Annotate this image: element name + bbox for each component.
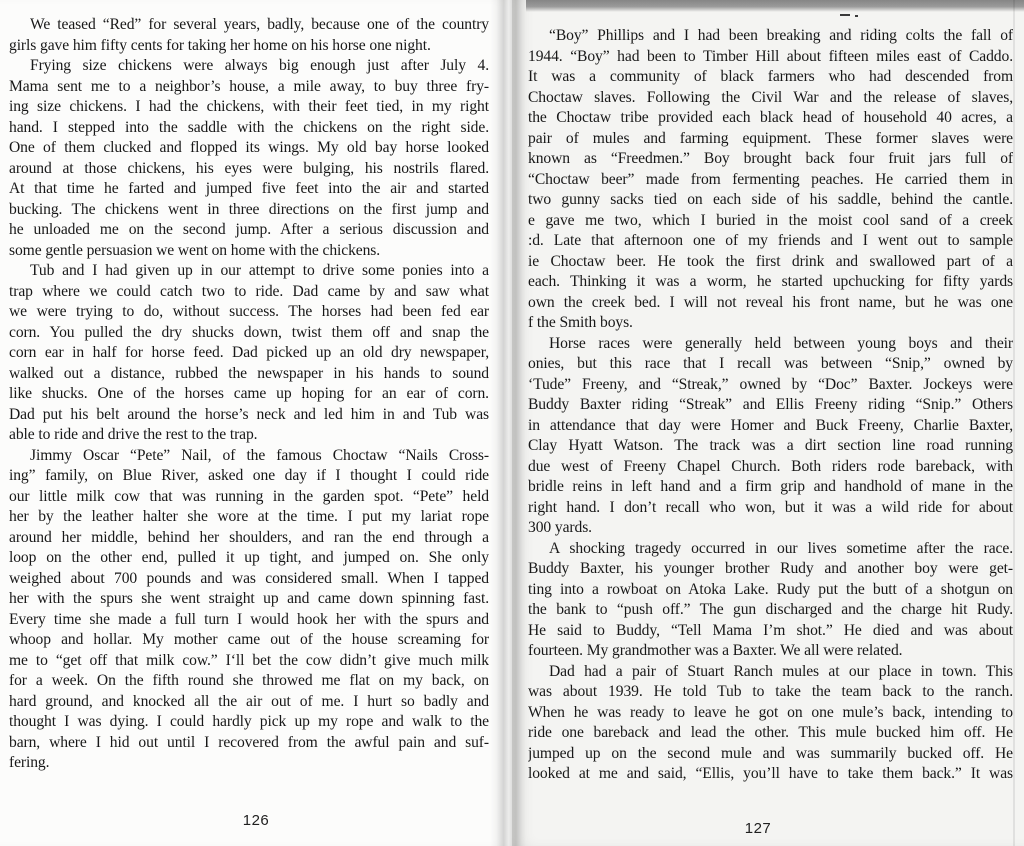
text-line: Buddy Baxter riding “Streak” and Ellis Freeny riding “Snip.” Others <box>528 396 1013 413</box>
text-line: ie Choctaw beer. He took the first drink and swallowed part of a <box>528 252 1013 270</box>
text-line: we were trying to do, without success. The horses had been fed ear <box>9 303 489 320</box>
page-edge-line <box>1013 0 1015 846</box>
scan-artifact-dot <box>855 15 858 17</box>
text-line: due west of Freeny Chapel Church. Both riders rode bareback, with <box>528 457 1013 475</box>
text-line: each. Thinking it was a worm, he started upchucking for fifty yards <box>528 273 1013 290</box>
text-line: fourteen. My grandmother was a Baxter. We all were related. <box>528 642 903 659</box>
text-line: around at those chickens, his eyes were bulging, his nostrils flared. <box>9 159 489 177</box>
text-line: the Choctaw tribe provided each black head of household 40 acres, a <box>528 109 1013 126</box>
text-line: corn. You pulled the dry shucks down, twist them off and snap the <box>9 323 489 341</box>
text-line: ting into a rowboat on Atoka Lake. Rudy put the butt of a shotgun on <box>528 580 1013 598</box>
paragraph <box>9 446 489 774</box>
text-line: was about 1939. He told Tub to take the team back to the ranch. <box>528 683 1013 700</box>
text-line: ing” family, on Blue River, asked one day if I thought I could ride <box>9 467 489 484</box>
text-line: f the Smith boys. <box>528 314 633 331</box>
text-line: Every time she made a full turn I would hook her with the spurs and <box>9 610 489 628</box>
text-line: ing size chickens. I had the chickens, with their feet tied, in my right <box>9 98 489 115</box>
text-line: Buddy Baxter, his younger brother Rudy and another boy were get- <box>528 560 1013 577</box>
text-line: looked at me and said, “Ellis, you’ll have to take them back.” It was <box>528 765 1013 782</box>
text-line: me to “get off that milk cow.” I‘ll bet the cow didn’t give much milk <box>9 651 489 669</box>
text-line: Choctaw slaves. Following the Civil War and the release of slaves, <box>528 88 1013 106</box>
text-line: :d. Late that afternoon one of my friends and I went out to sample <box>528 232 1013 249</box>
text-line: own the creek bed. I will not reveal his front name, but he was one <box>528 293 1013 311</box>
text-line: whoop and hollar. My mother came out of the house screaming for <box>9 631 489 648</box>
paragraph <box>528 539 1013 662</box>
text-line: It was a community of black farmers who had descended from <box>528 68 1013 85</box>
text-line: her by the leather halter she wore at the time. I put my lariat rope <box>9 508 489 525</box>
text-line: A shocking tragedy occurred in our lives sometime after the race. <box>549 539 1013 557</box>
text-line: known as “Freedmen.” Boy brought back four fruit jars full of <box>528 150 1013 167</box>
text-line: At that time he farted and jumped five feet into the air and started <box>9 180 489 197</box>
paragraph <box>528 26 1013 334</box>
text-line: We teased “Red” for several years, badly, because one of the country <box>30 16 489 33</box>
text-line: weighed about 700 pounds and was considered small. When I tapped <box>9 569 489 587</box>
scan-artifact-dash <box>840 14 850 16</box>
text-line: Horse races were generally held between young boys and their <box>549 334 1013 352</box>
text-line: thought I was dying. I could hardly pick up my rope and walk to the <box>9 713 489 730</box>
paragraph <box>9 56 489 261</box>
text-line: hand. I stepped into the saddle with the chickens on the right side. <box>9 118 489 136</box>
text-line: hard ground, and knocked all the air out of me. I hurt so badly and <box>9 692 489 710</box>
text-line: onies, but this race that I recall was between “Snip,” owned by <box>528 355 1013 372</box>
text-line: in attendance that day were Homer and Buck Freeny, Charlie Baxter, <box>528 416 1013 434</box>
text-line: “Boy” Phillips and I had been breaking and riding colts the fall of <box>549 27 1013 44</box>
text-line: He said to Buddy, “Tell Mama I’m shot.” He died and was about <box>528 621 1013 639</box>
text-line: some gentle persuasion we went on home with the chickens. <box>9 241 381 259</box>
text-line: girls gave him fifty cents for taking her home on his horse one night. <box>9 36 431 54</box>
text-line: One of them clucked and flopped its wings. My old bay horse looked <box>9 139 489 156</box>
text-line: “Choctaw beer” made from fermenting peaches. He carried them in <box>528 170 1013 188</box>
paragraph <box>9 261 489 446</box>
text-line: bridle reins in left hand and a firm grip and handhold of mane in the <box>528 478 1013 495</box>
page-text <box>528 26 1013 785</box>
text-line: Clay Hyatt Watson. The track was a dirt section line road running <box>528 437 1013 454</box>
text-line: ‘Tude” Freeny, and “Streak,” owned by “Doc” Baxter. Jockeys were <box>528 375 1013 393</box>
text-line: Mama sent me to a neighbor’s house, a mile away, to buy three fry- <box>9 77 489 95</box>
text-line: Dad put his belt around the horse’s neck and led him in and Tub was <box>9 405 489 423</box>
scan-shadow-band <box>526 0 1024 12</box>
text-line: 1944. “Boy” had been to Timber Hill about fifteen miles east of Caddo. <box>528 47 1013 65</box>
text-line: jumped up on the second mule and was summarily bucked off. He <box>528 744 1013 762</box>
text-line: around her middle, behind her shoulders, and ran the end through a <box>9 528 489 546</box>
text-line: Tub and I had given up in our attempt to drive some ponies into a <box>30 262 489 279</box>
paragraph <box>528 662 1013 785</box>
page-right <box>512 0 1024 846</box>
text-line: fering. <box>9 754 50 771</box>
text-line: loop on the other end, pulled it up tight, and jumped on. She only <box>9 549 489 566</box>
text-line: like shucks. One of the horses came up hoping for an ear of corn. <box>9 385 489 402</box>
text-line: right hand. I don’t recall who won, but it was a wild ride for about <box>528 498 1013 516</box>
text-line: our little milk cow that was running in the garden spot. “Pete” held <box>9 487 489 505</box>
page-text <box>9 15 489 774</box>
paragraph <box>9 15 489 56</box>
page-number: 127 <box>744 820 772 837</box>
page-number: 126 <box>242 812 270 829</box>
text-line: corn ear in half for horse feed. Dad picked up an old dry newspaper, <box>9 344 489 361</box>
text-line: trap where we could catch two to ride. Dad came by and saw what <box>9 282 489 300</box>
text-line: for a week. On the fifth round she throwed me flat on my back, on <box>9 672 489 689</box>
text-line: bucking. The chickens went in three directions on the first jump and <box>9 200 489 218</box>
text-line: 300 yards. <box>528 519 592 536</box>
text-line: ride one bareback and lead the other. This mule bucked him off. He <box>528 724 1013 741</box>
text-line: Frying size chickens were always big enough just after July 4. <box>30 57 489 74</box>
text-line: able to ride and drive the rest to the trap. <box>9 426 258 443</box>
text-line: Jimmy Oscar “Pete” Nail, of the famous Choctaw “Nails Cross- <box>30 446 489 464</box>
text-line: e gave me two, which I buried in the moist cool sand of a creek <box>528 211 1013 229</box>
text-line: walked out a distance, rubbed the newspaper in his hands to sound <box>9 364 489 382</box>
text-line: two gunny sacks tied on each side of his saddle, behind the cantle. <box>528 191 1013 208</box>
text-line: the bank to “push off.” The gun discharged and the charge hit Rudy. <box>528 601 1013 618</box>
text-line: pair of mules and farming equipment. These former slaves were <box>528 129 1013 147</box>
paragraph <box>528 334 1013 539</box>
text-line: barn, where I hid out until I recovered from the awful pain and suf- <box>9 733 489 751</box>
text-line: her with the spurs she went straight up and came down spinning fast. <box>9 590 489 607</box>
text-line: Dad had a pair of Stuart Ranch mules at our place in town. This <box>549 662 1013 680</box>
text-line: When he was ready to leave he got on one mule’s back, intending to <box>528 703 1013 721</box>
text-line: he unloaded me on the second jump. After a serious discussion and <box>9 221 489 238</box>
